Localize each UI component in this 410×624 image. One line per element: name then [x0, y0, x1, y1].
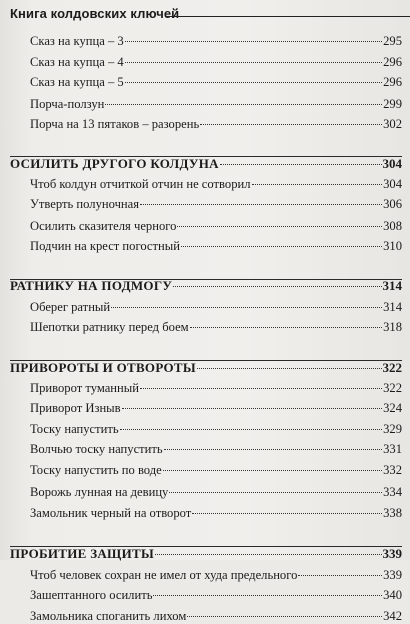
toc-entry: [30, 422, 402, 437]
toc-entry: [30, 485, 402, 500]
toc-entry: [30, 320, 402, 335]
page-number: 338: [383, 506, 402, 520]
dot-leader: [153, 595, 382, 596]
entry-title: Порча-ползун: [30, 97, 105, 111]
section-heading: [10, 360, 402, 376]
dot-leader: [192, 513, 382, 514]
entry-title: Волчью тоску напустить: [30, 442, 163, 456]
dot-leader: [111, 307, 382, 308]
page-number: 334: [383, 485, 402, 499]
section-heading: [10, 156, 402, 172]
toc-entry: [30, 568, 402, 583]
dot-leader: [197, 368, 382, 369]
page-number: 339: [383, 568, 402, 582]
running-head: Книга колдовских ключей: [10, 6, 180, 21]
dot-leader: [105, 104, 382, 105]
dot-leader: [200, 124, 382, 125]
page-number: 302: [383, 117, 402, 131]
page-number: 342: [383, 609, 402, 623]
entry-title: Шепотки ратнику перед боем: [30, 320, 189, 334]
dot-leader: [177, 226, 382, 227]
entry-title: Порча на 13 пятаков – разорень: [30, 117, 200, 131]
entry-title: Сказ на купца – 4: [30, 55, 124, 69]
entry-title: Оберег ратный: [30, 300, 111, 314]
page-number: 296: [383, 75, 402, 89]
page-number: 340: [383, 588, 402, 602]
page-number: 304: [382, 156, 402, 171]
dot-leader: [163, 470, 382, 471]
section-title: ОСИЛИТЬ ДРУГОГО КОЛДУНА: [10, 156, 219, 171]
toc-entry: [30, 442, 402, 457]
page-number: 304: [383, 177, 402, 191]
toc-entry: [30, 55, 402, 70]
entry-title: Сказ на купца – 3: [30, 34, 124, 48]
section-title: ПРИВОРОТЫ И ОТВОРОТЫ: [10, 360, 196, 375]
entry-title: Чтоб человек сохран не имел от худа предельного: [30, 568, 298, 582]
page-number: 314: [382, 278, 402, 293]
page-number: 322: [383, 381, 402, 395]
entry-title: Зашептанного осилить: [30, 588, 153, 602]
dot-leader: [220, 164, 382, 165]
section-title: РАТНИКУ НА ПОДМОГУ: [10, 278, 173, 293]
page-number: 339: [382, 546, 402, 561]
toc-entry: [30, 239, 402, 254]
dot-leader: [169, 492, 382, 493]
entry-title: Утверть полуночная: [30, 197, 140, 211]
toc-entry: [30, 463, 402, 478]
page-number: 306: [383, 197, 402, 211]
page-number: 296: [383, 55, 402, 69]
toc-entry: [30, 117, 402, 132]
dot-leader: [155, 554, 381, 555]
entry-title: Замольник черный на отворот: [30, 506, 192, 520]
dot-leader: [125, 62, 382, 63]
dot-leader: [187, 616, 382, 617]
entry-title: Осилить сказителя черного: [30, 219, 177, 233]
entry-title: Тоску напустить: [30, 422, 119, 436]
page-number: 295: [383, 34, 402, 48]
page-number: 308: [383, 219, 402, 233]
dot-leader: [140, 204, 382, 205]
toc-entry: [30, 381, 402, 396]
dot-leader: [140, 388, 382, 389]
page-number: 310: [383, 239, 402, 253]
entry-title: Сказ на купца – 5: [30, 75, 124, 89]
section-heading: [10, 278, 402, 294]
dot-leader: [125, 82, 382, 83]
entry-title: Тоску напустить по воде: [30, 463, 162, 477]
toc-entry: [30, 34, 402, 49]
page-number: 318: [383, 320, 402, 334]
page-number: 324: [383, 401, 402, 415]
toc-entry: [30, 506, 402, 521]
toc-entry: [30, 219, 402, 234]
toc-entry: [30, 588, 402, 603]
entry-title: Чтоб колдун отчиткой отчин не сотворил: [30, 177, 251, 191]
dot-leader: [122, 408, 383, 409]
entry-title: Подчин на крест погостный: [30, 239, 180, 253]
toc-entry: [30, 177, 402, 192]
entry-title: Приворот Изныв: [30, 401, 121, 415]
toc-entry: [30, 197, 402, 212]
entry-title: Замольника споганить лихом: [30, 609, 187, 623]
toc-entry: [30, 97, 402, 112]
toc-entry: [30, 401, 402, 416]
page-number: 322: [382, 360, 402, 375]
page-number: 299: [383, 97, 402, 111]
toc-entry: [30, 609, 402, 624]
dot-leader: [181, 246, 382, 247]
dot-leader: [173, 286, 381, 287]
toc-entry: [30, 75, 402, 90]
dot-leader: [164, 449, 382, 450]
entry-title: Ворожь лунная на девицу: [30, 485, 169, 499]
page-number: 332: [383, 463, 402, 477]
page-number: 331: [383, 442, 402, 456]
dot-leader: [125, 41, 382, 42]
toc-entry: [30, 300, 402, 315]
page-number: 314: [383, 300, 402, 314]
entry-title: Приворот туманный: [30, 381, 139, 395]
dot-leader: [252, 184, 383, 185]
dot-leader: [120, 429, 382, 430]
dot-leader: [190, 327, 382, 328]
dot-leader: [298, 575, 382, 576]
page-number: 329: [383, 422, 402, 436]
section-title: ПРОБИТИЕ ЗАЩИТЫ: [10, 546, 155, 561]
